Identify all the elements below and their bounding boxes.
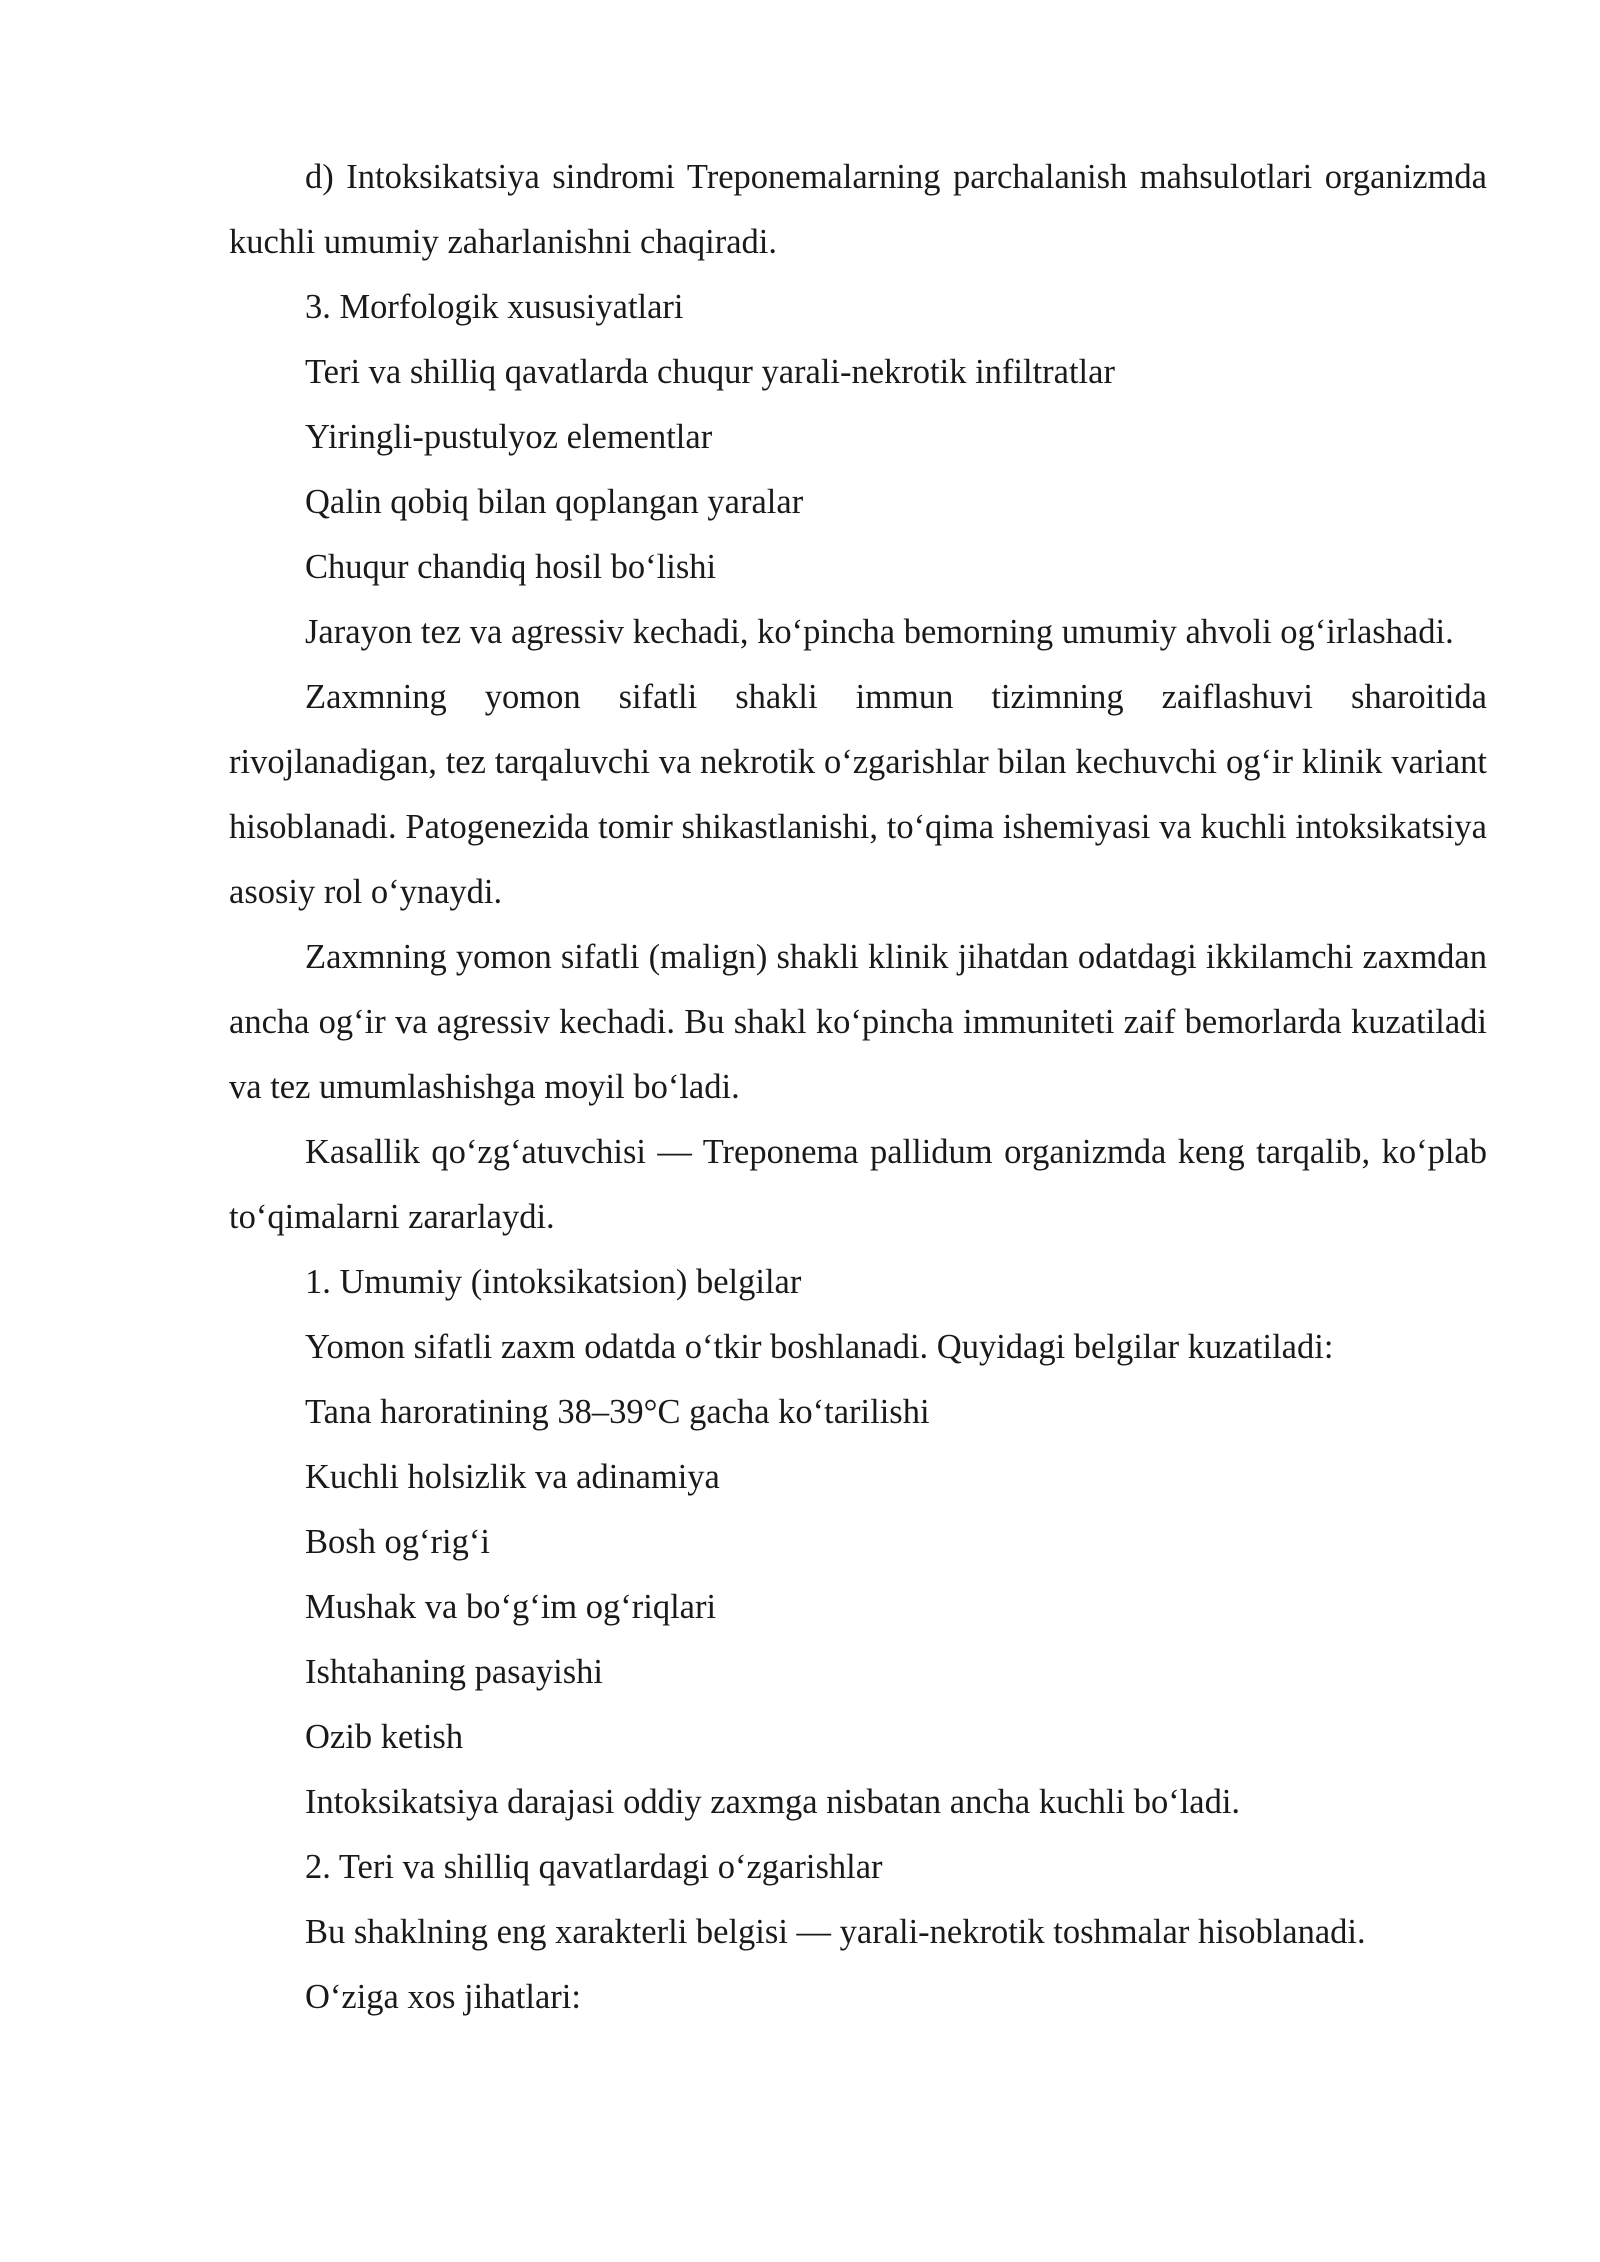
- paragraph-acute-onset: Yomon sifatli zaxm odatda o‘tkir boshlanadi. Quyidagi belgilar kuzatiladi:: [305, 1328, 1334, 1366]
- list-item-crusted-ulcers: Qalin qobiq bilan qoplangan yaralar: [305, 483, 804, 521]
- paragraph-malignant-clinical: Zaxmning yomon sifatli (malign) shakli klinik jihatdan odatdagi ikkilamchi zaxmdan ancha og‘ir va agressiv kechadi. Bu shakl ko‘pincha immuniteti zaif bemorlarda kuzatiladi va tez umumlashishga moyil bo‘ladi.: [229, 938, 1487, 1106]
- heading-general-signs: 1. Umumiy (intoksikatsion) belgilar: [305, 1263, 802, 1301]
- paragraph-specific-features: O‘ziga xos jihatlari:: [305, 1978, 581, 2016]
- list-item-weakness: Kuchli holsizlik va adinamiya: [305, 1458, 720, 1496]
- paragraph-intoxication-syndrome: d) Intoksikatsiya sindromi Treponemalarning parchalanish mahsulotlari organizmda kuchli umumiy zaharlanishni chaqiradi.: [229, 158, 1487, 261]
- paragraph-pathogen: Kasallik qo‘zg‘atuvchisi — Treponema pallidum organizmda keng tarqalib, ko‘plab to‘qimalarni zararlaydi.: [229, 1133, 1487, 1236]
- heading-morphological-features: 3. Morfologik xususiyatlari: [305, 288, 684, 326]
- heading-skin-mucosa-changes: 2. Teri va shilliq qavatlardagi o‘zgarishlar: [305, 1848, 883, 1886]
- list-item-weight-loss: Ozib ketish: [305, 1718, 464, 1756]
- list-item-infiltrates: Teri va shilliq qavatlarda chuqur yarali-nekrotik infiltratlar: [305, 353, 1115, 391]
- list-item-pustular-elements: Yiringli-pustulyoz elementlar: [305, 418, 713, 456]
- document-body: [229, 145, 1487, 2030]
- list-item-muscle-joint-pain: Mushak va bo‘g‘im og‘riqlari: [305, 1588, 717, 1626]
- list-item-fever: Tana haroratining 38–39°C gacha ko‘tarilishi: [305, 1393, 930, 1431]
- list-item-headache: Bosh og‘rig‘i: [305, 1523, 490, 1561]
- list-item-deep-scars: Chuqur chandiq hosil bo‘lishi: [305, 548, 717, 586]
- paragraph-characteristic-sign: Bu shaklning eng xarakterli belgisi — yarali-nekrotik toshmalar hisoblanadi.: [305, 1913, 1366, 1951]
- paragraph-course: Jarayon tez va agressiv kechadi, ko‘pincha bemorning umumiy ahvoli og‘irlashadi.: [305, 613, 1454, 651]
- list-item-appetite-loss: Ishtahaning pasayishi: [305, 1653, 603, 1691]
- paragraph-malignant-definition: Zaxmning yomon sifatli shakli immun tizimning zaiflashuvi sharoitida rivojlanadigan, tez tarqaluvchi va nekrotik o‘zgarishlar bilan kechuvchi og‘ir klinik variant hisoblanadi. Patogenezida tomir shikastlanishi, to‘qima ishemiyasi va kuchli intoksikatsiya asosiy rol o‘ynaydi.: [229, 678, 1487, 911]
- paragraph-intoxication-degree: Intoksikatsiya darajasi oddiy zaxmga nisbatan ancha kuchli bo‘ladi.: [305, 1783, 1241, 1821]
